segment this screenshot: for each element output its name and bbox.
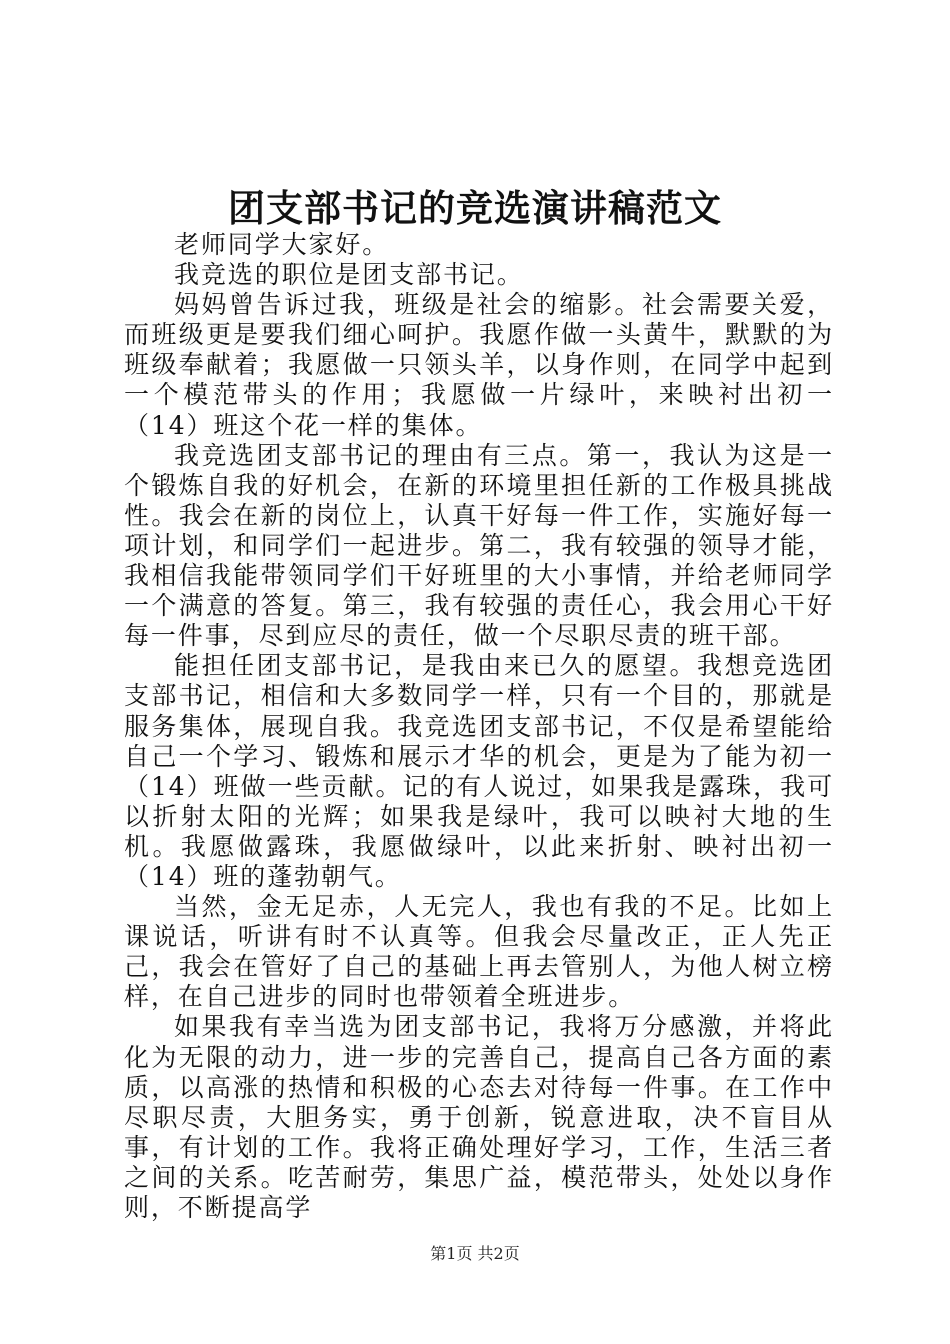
paragraph-reasons: 我竞选团支部书记的理由有三点。第一，我认为这是一个锻炼自我的好机会，在新的环境里担任新的工作极具挑战性。我会在新的岗位上，认真干好每一件工作，实施好每一项计划，和同学们一起进步。第二，我有较强的领导才能，我相信我能带领同学们干好班里的大小事情，并给老师同学一个满意的答复。第三，我有较强的责任心，我会用心干好每一件事，尽到应尽的责任，做一个尽职尽责的班干部。 <box>124 440 834 651</box>
document-body <box>124 230 834 1223</box>
paragraph-position: 我竞选的职位是团支部书记。 <box>174 260 524 290</box>
document-title: 团支部书记的竞选演讲稿范文 <box>228 186 722 230</box>
paragraph-intro: 妈妈曾告诉过我，班级是社会的缩影。社会需要关爱，而班级更是要我们细心呵护。我愿作做一头黄牛，默默的为班级奉献着；我愿做一只领头羊，以身作则，在同学中起到一个模范带头的作用；我愿做一片绿叶，来映衬出初一（14）班这个花一样的集体。 <box>124 290 834 440</box>
paragraph-wish: 能担任团支部书记，是我由来已久的愿望。我想竞选团支部书记，相信和大多数同学一样，只有一个目的，那就是服务集体，展现自我。我竞选团支部书记，不仅是希望能给自己一个学习、锻炼和展示才华的机会，更是为了能为初一（14）班做一些贡献。记的有人说过，如果我是露珠，我可以折射太阳的光辉；如果我是绿叶，我可以映衬大地的生机。我愿做露珠，我愿做绿叶，以此来折射、映衬出初一（14）班的蓬勃朝气。 <box>124 651 834 891</box>
page-number-footer: 第1页 共2页 <box>430 1244 520 1263</box>
paragraph-greeting: 老师同学大家好。 <box>174 230 390 259</box>
paragraph-shortcomings: 当然，金无足赤，人无完人，我也有我的不足。比如上课说话，听讲有时不认真等。但我会尽量改正，正人先正己，我会在管好了自己的基础上再去管别人，为他人树立榜样，在自己进步的同时也带领着全班进步。 <box>124 892 834 1012</box>
paragraph-commitment: 如果我有幸当选为团支部书记，我将万分感激，并将此化为无限的动力，进一步的完善自己，提高自己各方面的素质，以高涨的热情和积极的心态去对待每一件事。在工作中尽职尽责，大胆务实，勇于创新，锐意进取，决不盲目从事，有计划的工作。我将正确处理好学习，工作，生活三者之间的关系。吃苦耐劳，集思广益，模范带头，处处以身作则，不断提高学 <box>124 1012 834 1222</box>
